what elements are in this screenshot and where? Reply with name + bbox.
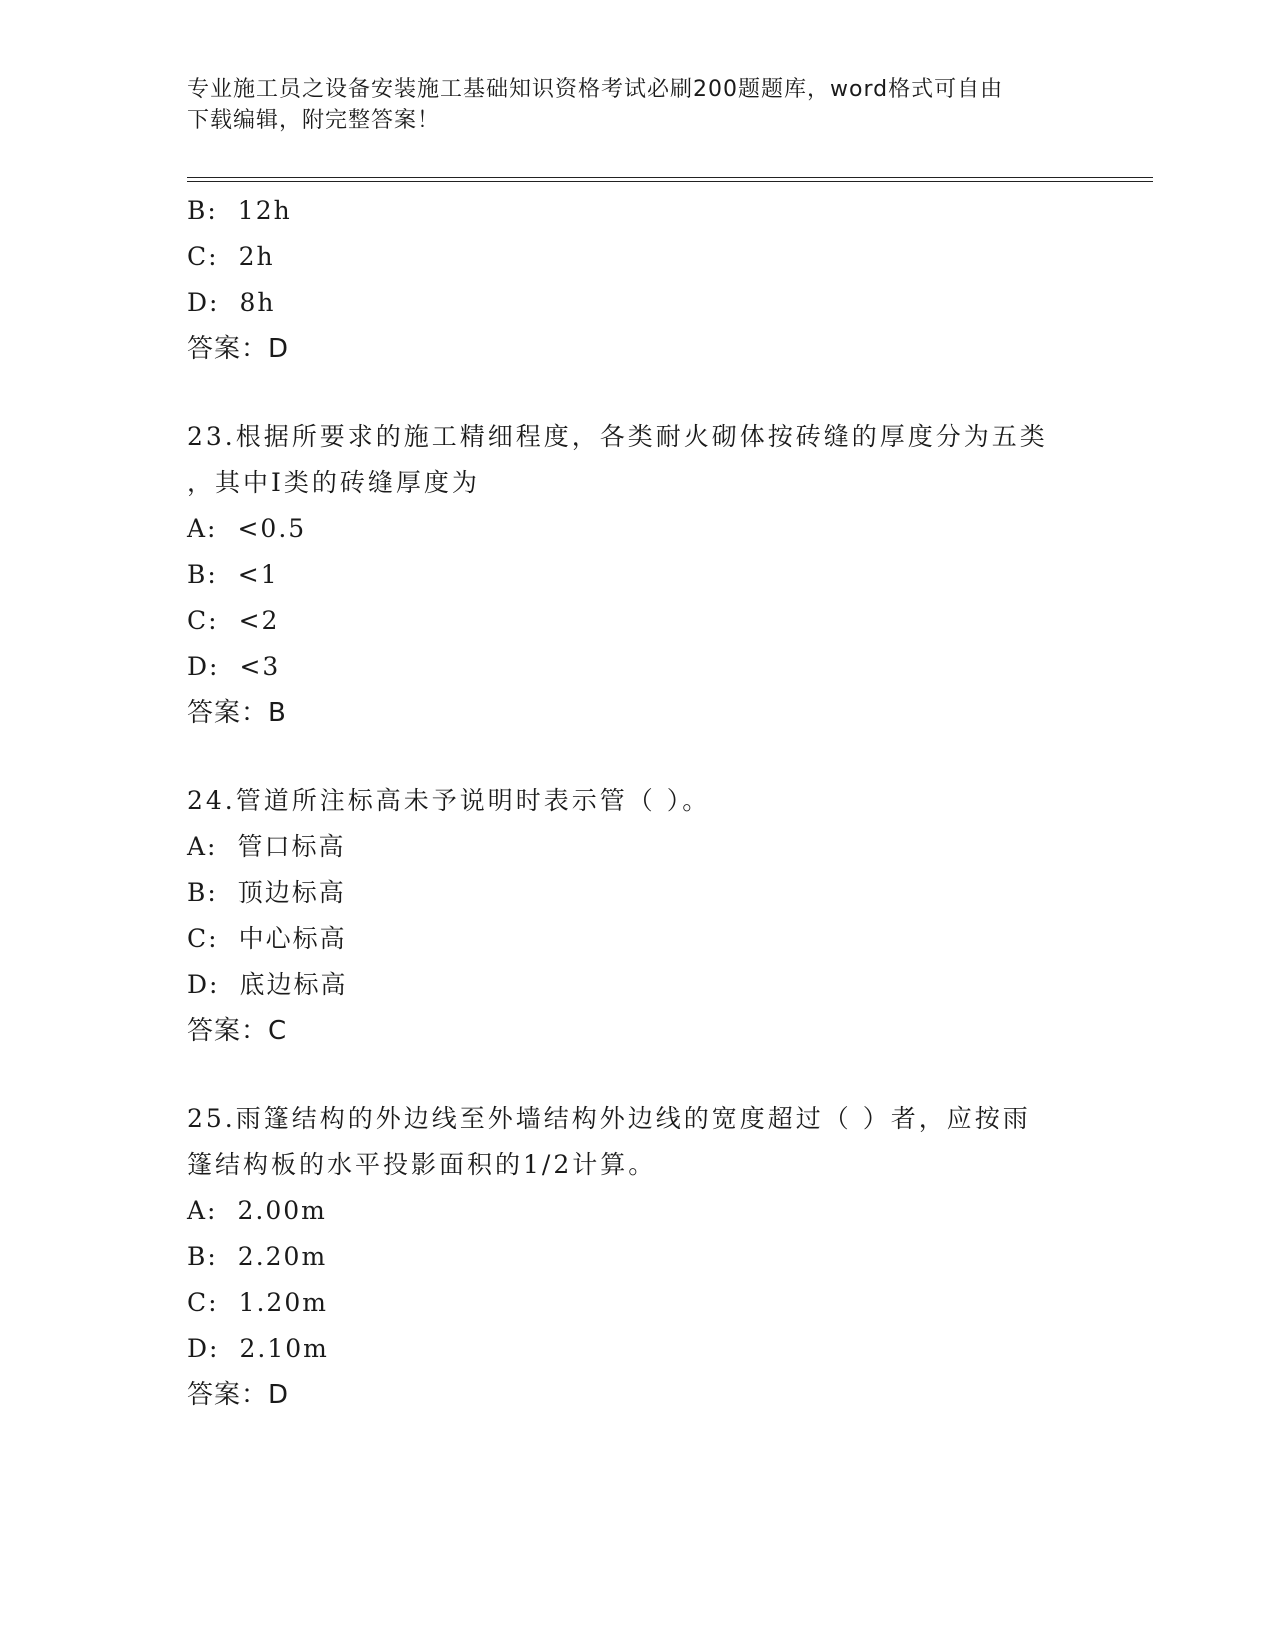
option-d: D: 8h <box>187 288 276 317</box>
document-header <box>187 74 1087 136</box>
option-text: <0.5 <box>237 514 307 543</box>
option-b: B: 12h <box>187 196 292 225</box>
option-text: <1 <box>237 560 279 589</box>
option-text: 12h <box>237 196 292 225</box>
option-text: 1.20m <box>238 1288 328 1317</box>
option-text: 2.00m <box>237 1196 327 1225</box>
option-b: B: 顶边标高 <box>187 878 346 907</box>
option-b: B: 2.20m <box>187 1242 328 1271</box>
option-text: <3 <box>239 652 281 681</box>
option-d: D: <3 <box>187 652 281 681</box>
option-text: 2.10m <box>239 1334 329 1363</box>
option-a: A: 2.00m <box>187 1196 327 1225</box>
question-stem-line: 篷结构板的水平投影面积的1/2计算。 <box>187 1150 657 1179</box>
option-d: D: 2.10m <box>187 1334 329 1363</box>
option-a: A: <0.5 <box>187 514 307 543</box>
option-text: 8h <box>239 288 276 317</box>
option-c: C: 中心标高 <box>187 924 347 953</box>
option-text: 2.20m <box>237 1242 328 1271</box>
option-c: C: 1.20m <box>187 1288 328 1317</box>
question-stem-line: ，其中Ⅰ类的砖缝厚度为 <box>187 468 480 497</box>
option-c: C: <2 <box>187 606 280 635</box>
question-22-continued <box>187 188 1087 372</box>
question-stem-line: 23.根据所要求的施工精细程度，各类耐火砌体按砖缝的厚度分为五类 <box>187 422 1048 451</box>
option-c: C: 2h <box>187 242 275 271</box>
header-divider-bottom <box>187 181 1153 182</box>
answer-line: 答案：B <box>187 698 287 728</box>
option-a: A: 管口标高 <box>187 832 346 861</box>
header-line-1: 专业施工员之设备安装施工基础知识资格考试必刷200题题库，word格式可自由 <box>187 77 1004 102</box>
question-list <box>187 188 1087 1418</box>
header-divider-top <box>187 177 1153 178</box>
option-d: D: 底边标高 <box>187 970 348 999</box>
question-23 <box>187 414 1087 736</box>
option-text: 中心标高 <box>238 924 347 953</box>
option-text: 2h <box>238 242 275 271</box>
option-text: 管口标高 <box>237 832 346 861</box>
option-b: B: <1 <box>187 560 279 589</box>
answer-line: 答案：D <box>187 334 290 364</box>
option-text: 顶边标高 <box>237 878 346 907</box>
option-text: <2 <box>238 606 280 635</box>
question-stem-line: 25.雨篷结构的外边线至外墙结构外边线的宽度超过（ ）者，应按雨 <box>187 1104 1031 1133</box>
question-25 <box>187 1096 1087 1418</box>
answer-line: 答案：C <box>187 1016 288 1046</box>
answer-line: 答案：D <box>187 1380 290 1410</box>
question-24 <box>187 778 1087 1054</box>
header-line-2: 下载编辑，附完整答案！ <box>187 108 441 133</box>
question-stem-line: 24.管道所注标高未予说明时表示管（ ）。 <box>187 786 711 815</box>
option-text: 底边标高 <box>239 970 348 999</box>
